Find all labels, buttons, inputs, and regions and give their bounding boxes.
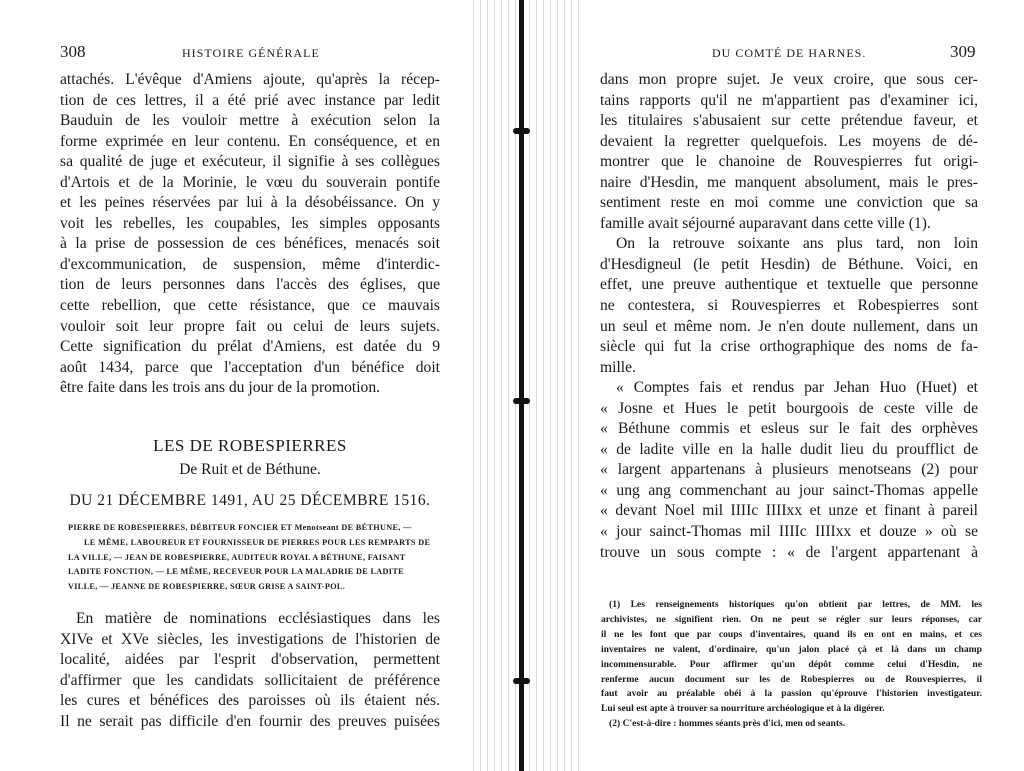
footnotes — [601, 598, 982, 732]
page-number: 309 — [950, 42, 976, 61]
text-line: les cures et bénéfices des paroisses où ils étaient nés. — [60, 692, 440, 710]
text-line: XIVe et XVe siècles, les investigations de l'historien de — [60, 630, 440, 648]
text-line: dans mon propre sujet. Je veux croire, que sous cer- — [600, 71, 978, 88]
text-line: « devant Noel mil IIIIc IIIIxx et unze et finant à pareil — [600, 502, 978, 520]
text-line: attachés. L'évêque d'Amiens ajoute, qu'après la récep- — [60, 71, 440, 88]
summary-line: VILLE, — JEANNE DE ROBESPIERRE, SŒUR GRISE A SAINT-POL. — [68, 582, 346, 592]
text-line: trouve un sous compte : « de l'argent appartenant à — [600, 543, 978, 561]
text-line: tains rapports qu'il ne m'appartient pas d'examiner ici, — [600, 91, 978, 109]
text-line: famille avait séjourné auparavant dans cette ville (1). — [600, 214, 931, 232]
footnote-line: (1) Les renseignements historiques qu'on obtient par lettres, de MM. les — [609, 599, 982, 610]
footnote-line: il ne les font que par coups d'inventaires, quand ils en ont en mains, et ces — [601, 628, 982, 640]
right-body — [600, 70, 978, 563]
summary-line: LADITE FONCTION, — LE MÊME, RECEVEUR POUR LA MALADRIE DE LADITE — [68, 567, 404, 577]
text-line: « ung ang commenchant au jour sainct-Thomas appelle — [600, 481, 978, 499]
text-line: et les peines réservées par lui à la désobéissance. On y — [60, 194, 440, 212]
book-gutter — [470, 0, 585, 771]
section-subtitle: De Ruit et de Béthune. — [179, 461, 321, 478]
footnote-line: inventaires ne valent, d'ordinaire, qu'un jalon placé çà et là dans un champ — [601, 643, 982, 655]
text-line: ne contestera, si Rouvespierres et Robespierres sont — [600, 297, 978, 315]
text-line: « Josne et Hues le petit bourgoois de ceste ville de — [600, 399, 978, 417]
text-line: « largent appartenans à plusieurs menotseans (2) pour — [600, 461, 978, 479]
running-head: DU COMTÉ DE HARNES. — [712, 46, 867, 60]
text-line: localité, aidées par l'esprit d'observation, permettent — [60, 651, 440, 669]
text-line: tion de ces lettres, il a été prié avec instance par ledit — [60, 91, 440, 109]
footnote-line: incommensurable. Pour affirmer qu'un dépôt comme celui d'Hesdin, ne — [601, 658, 982, 670]
footnote-line: Lui seul est apte à trouver sa nourriture archéologique et à la digérer. — [601, 703, 885, 715]
text-line: On la retrouve soixante ans plus tard, non loin — [616, 235, 978, 253]
text-line: être faite dans les trois ans du jour de la promotion. — [60, 379, 381, 397]
text-line: les titulaires s'abusaient sur cette prétendue faveur, et — [600, 112, 978, 130]
text-line: Il ne serait pas difficile d'en fournir des preuves puisées — [60, 712, 440, 730]
text-line: siècle qui fut la crise orthographique des noms de fa- — [600, 338, 978, 356]
text-line: « Béthune commis et esleus sur le fait des orphèves — [600, 420, 978, 438]
left-page — [0, 0, 470, 771]
footnote-line: faut avoir au préalable obéi à la passion qu'éprouve l'historien investigateur. — [601, 688, 982, 700]
text-line: à la prise de possession de ces bénéfices, menacés soit — [60, 235, 440, 253]
text-line: cette rebellion, que cette résistance, que ce mauvais — [60, 297, 440, 315]
spine-mark — [513, 398, 530, 404]
running-head: HISTOIRE GÉNÉRALE — [182, 46, 320, 60]
text-line: sa qualité de juge et exécuteur, il signifie à ses collègues — [60, 153, 440, 171]
text-line: devaient la regretter quelquefois. Les moyens de dé- — [600, 132, 978, 150]
spine-mark — [513, 128, 530, 134]
footnote-line: renferme aucun document sur les de Robespierres ou de Rouvespierres, il — [601, 673, 982, 685]
text-line: tion de leurs personnes dans l'accès des églises, que — [60, 276, 440, 294]
text-line: naire d'Hesdin, me manquent absolument, mais le pres- — [600, 173, 978, 191]
text-line: forme exprimée en leur contenu. En conséquence, et en — [60, 132, 440, 150]
section-dates: DU 21 DÉCEMBRE 1491, AU 25 DÉCEMBRE 1516. — [69, 492, 431, 509]
text-line: « jour sainct-Thomas mil IIIIc IIIIxx et douze » où se — [600, 523, 978, 541]
text-line: un seul et même nom. Je n'en doute nullement, dans un — [600, 317, 978, 335]
text-line: Bauduin de les vouloir mettre à exécution selon la — [60, 112, 440, 130]
body-paragraph — [60, 609, 440, 732]
text-line: voit les rebelles, les coupables, les simples opposants — [60, 214, 440, 232]
spine-mark — [513, 678, 530, 684]
footnote-line: (2) C'est-à-dire : hommes séants près d'ici, men od seants. — [609, 718, 846, 730]
intro-paragraph — [60, 70, 440, 399]
text-line: d'excommunication, de suspension, même d'interdic- — [60, 255, 440, 273]
section-summary — [68, 521, 440, 595]
footnote-line: archivistes, ne signifient rien. On ne peut se régler sur leurs réponses, car — [601, 613, 982, 625]
page-number: 308 — [60, 42, 86, 61]
text-line: montrer que le chanoine de Rouvespierres fut origi- — [600, 153, 978, 171]
text-line: « Comptes fais et rendus par Jehan Huo (Huet) et — [616, 379, 978, 397]
text-line: « de ladite ville en la halle dudit lieu du proufflict de — [600, 440, 978, 458]
text-line: effet, une preuve authentique et textuelle que personne — [600, 276, 978, 294]
text-line: Cette signification du prélat d'Amiens, est datée du 9 — [60, 338, 440, 356]
summary-line: LE MÊME, LABOUREUR ET FOURNISSEUR DE PIERRES POUR LES REMPARTS DE — [84, 537, 431, 547]
summary-line: LA VILLE, — JEAN DE ROBESPIERRE, AUDITEUR ROYAL A BÉTHUNE, FAISANT — [68, 552, 406, 562]
text-line: août 1434, parce que l'acceptation d'un bénéfice doit — [60, 358, 440, 376]
text-line: mille. — [600, 358, 636, 376]
text-line: vouloir soit leur propre fait ou celui de leurs sujets. — [60, 317, 440, 335]
text-line: d'Hesdigneul (le petit Hesdin) de Béthune. Voici, en — [600, 255, 978, 273]
text-line: En matière de nominations ecclésiastiques dans les — [76, 610, 440, 627]
text-line: sentiment reste en moi comme une conviction que sa — [600, 194, 978, 212]
summary-line: PIERRE DE ROBESPIERRES, DÉBITEUR FONCIER ET Menotseant DE BÉTHUNE, — — [68, 523, 412, 532]
text-line: d'affirmer que les candidats sollicitaient de préférence — [60, 671, 440, 689]
section-title: LES DE ROBESPIERRES — [153, 436, 347, 455]
text-line: d'Artois et de la Morinie, le vœu du souverain pontife — [60, 173, 440, 191]
book-spine — [519, 0, 524, 771]
